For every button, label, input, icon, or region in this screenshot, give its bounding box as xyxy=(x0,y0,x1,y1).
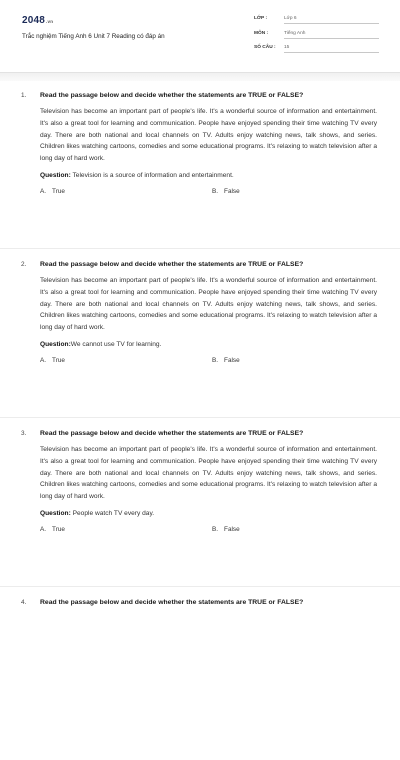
question-statement xyxy=(40,340,378,350)
option-letter: A. xyxy=(40,187,47,195)
meta-value: 15 xyxy=(284,45,379,53)
question-number: 1. xyxy=(21,92,27,99)
question-title: Read the passage below and decide whether the statements are TRUE or FALSE? xyxy=(40,430,304,437)
option-letter: B. xyxy=(212,356,219,364)
answer-options xyxy=(40,188,378,200)
option-letter: A. xyxy=(40,356,47,364)
option-text: False xyxy=(224,525,240,533)
option-text: False xyxy=(224,187,240,195)
question-statement xyxy=(40,509,378,519)
question-passage: Television has become an important part of people's life. It's a wonderful source of information and entertainment. It's also a great tool for learning and communication. People have enjoyed spending their time watching TV every day. There are both national and local channels on TV. Adults enjoy watching news, talk shows, and series. Children likes watching cartoons, comedies and some educational programs. It's relaxing to watch television after a long day of hard work. xyxy=(40,446,377,501)
option-letter: B. xyxy=(212,187,219,195)
question-title: Read the passage below and decide whether the statements are TRUE or FALSE? xyxy=(40,92,304,99)
meta-value: Lớp 6 xyxy=(284,16,379,24)
meta-info xyxy=(254,16,379,60)
statement-label: Question: xyxy=(40,509,71,517)
statement-text: We cannot use TV for learning. xyxy=(70,340,162,348)
option-a[interactable] xyxy=(40,188,65,195)
statement-label: Question: xyxy=(40,340,71,348)
question-title: Read the passage below and decide whether the statements are TRUE or FALSE? xyxy=(40,261,304,268)
question-number: 4. xyxy=(21,599,27,606)
document-title: Trắc nghiệm Tiếng Anh 6 Unit 7 Reading có đáp án xyxy=(22,33,165,40)
meta-label: SỐ CÂU : xyxy=(254,45,276,50)
question-item xyxy=(0,423,400,587)
option-b[interactable] xyxy=(212,526,240,533)
question-statement xyxy=(40,171,378,181)
option-letter: A. xyxy=(40,525,47,533)
meta-value: Tiếng Anh xyxy=(284,31,379,39)
statement-text: Television is a source of information and entertainment. xyxy=(70,171,234,179)
option-text: True xyxy=(52,187,65,195)
question-title: Read the passage below and decide whether the statements are TRUE or FALSE? xyxy=(40,599,304,606)
meta-row-count xyxy=(254,45,379,60)
answer-options xyxy=(40,526,378,538)
page-header xyxy=(0,0,400,70)
question-number: 3. xyxy=(21,430,27,437)
question-item xyxy=(0,85,400,249)
option-b[interactable] xyxy=(212,357,240,364)
header-divider xyxy=(0,72,400,81)
question-item xyxy=(0,592,400,755)
answer-options xyxy=(40,357,378,369)
statement-label: Question: xyxy=(40,171,71,179)
option-a[interactable] xyxy=(40,357,65,364)
logo-text: 2048 xyxy=(22,15,46,26)
meta-label: MÔN : xyxy=(254,30,269,36)
option-text: False xyxy=(224,356,240,364)
option-b[interactable] xyxy=(212,188,240,195)
logo-domain: .vn xyxy=(46,19,54,24)
option-text: True xyxy=(52,356,65,364)
site-logo[interactable] xyxy=(22,15,53,26)
statement-text: People watch TV every day. xyxy=(70,509,155,517)
question-passage: Television has become an important part of people's life. It's a wonderful source of information and entertainment. It's also a great tool for learning and communication. People have enjoyed spending their time watching TV every day. There are both national and local channels on TV. Adults enjoy watching news, talk shows, and series. Children likes watching cartoons, comedies and some educational programs. It's relaxing to watch television after a long day of hard work. xyxy=(40,108,377,163)
question-list xyxy=(0,85,400,760)
question-item xyxy=(0,254,400,418)
meta-label: LỚP : xyxy=(254,16,268,21)
meta-row-class xyxy=(254,16,379,31)
meta-row-subject xyxy=(254,31,379,46)
question-passage: Television has become an important part of people's life. It's a wonderful source of information and entertainment. It's also a great tool for learning and communication. People have enjoyed spending their time watching TV every day. There are both national and local channels on TV. Adults enjoy watching news, talk shows, and series. Children likes watching cartoons, comedies and some educational programs. It's relaxing to watch television after a long day of hard work. xyxy=(40,277,377,332)
option-text: True xyxy=(52,525,65,533)
option-letter: B. xyxy=(212,525,219,533)
question-number: 2. xyxy=(21,261,27,268)
option-a[interactable] xyxy=(40,526,65,533)
